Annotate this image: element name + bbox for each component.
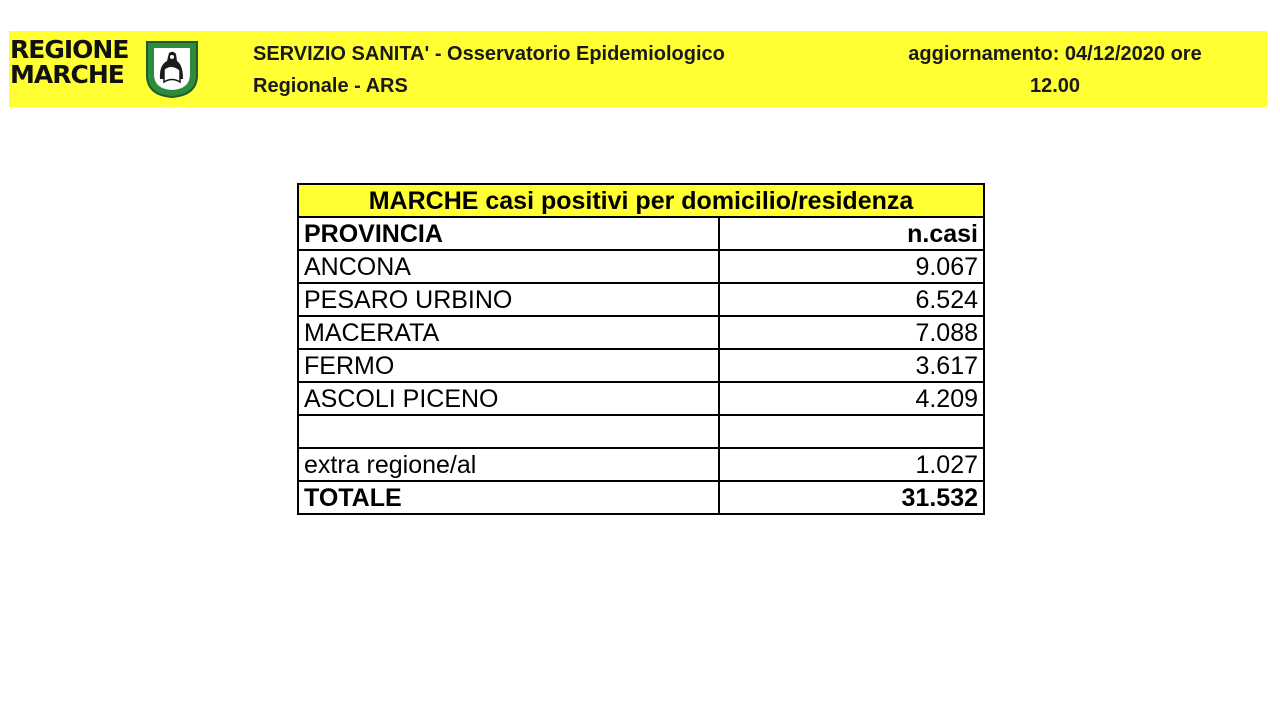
province-cell: MACERATA bbox=[298, 316, 719, 349]
table-header-row bbox=[298, 217, 984, 250]
logo-line-1: REGIONE bbox=[10, 35, 129, 64]
update-timestamp bbox=[860, 38, 1250, 102]
province-cell: ASCOLI PICENO bbox=[298, 382, 719, 415]
table-row bbox=[298, 316, 984, 349]
table-row bbox=[298, 448, 984, 481]
table-title: MARCHE casi positivi per domicilio/residenza bbox=[298, 184, 984, 217]
province-cell: FERMO bbox=[298, 349, 719, 382]
cases-cell: 3.617 bbox=[719, 349, 984, 382]
province-cell: extra regione/al bbox=[298, 448, 719, 481]
table-total-row bbox=[298, 481, 984, 514]
regione-marche-emblem-icon bbox=[143, 39, 201, 99]
total-value: 31.532 bbox=[719, 481, 984, 514]
cases-cell bbox=[719, 415, 984, 448]
update-line-2: 12.00 bbox=[1029, 75, 1081, 97]
cases-cell: 7.088 bbox=[719, 316, 984, 349]
table-row bbox=[298, 283, 984, 316]
column-header-cases: n.casi bbox=[719, 217, 984, 250]
logo-line-2: MARCHE bbox=[10, 60, 124, 89]
update-line-1: aggiornamento: 04/12/2020 ore bbox=[908, 43, 1202, 65]
column-header-province: PROVINCIA bbox=[298, 217, 719, 250]
header-title-line-1: SERVIZIO SANITA' - Osservatorio Epidemiologico bbox=[253, 43, 725, 65]
header-title bbox=[253, 38, 813, 102]
cases-cell: 1.027 bbox=[719, 448, 984, 481]
header-title-line-2: Regionale - ARS bbox=[253, 75, 408, 97]
province-cell: PESARO URBINO bbox=[298, 283, 719, 316]
cases-cell: 4.209 bbox=[719, 382, 984, 415]
total-label: TOTALE bbox=[298, 481, 719, 514]
table-title-row bbox=[298, 184, 984, 217]
cases-cell: 9.067 bbox=[719, 250, 984, 283]
table-row bbox=[298, 382, 984, 415]
table-row bbox=[298, 250, 984, 283]
logo-text bbox=[10, 37, 128, 87]
table-row bbox=[298, 349, 984, 382]
table-row-empty bbox=[298, 415, 984, 448]
cases-cell: 6.524 bbox=[719, 283, 984, 316]
province-cell: ANCONA bbox=[298, 250, 719, 283]
cases-table bbox=[297, 183, 985, 515]
province-cell bbox=[298, 415, 719, 448]
regione-marche-logo bbox=[10, 37, 202, 101]
